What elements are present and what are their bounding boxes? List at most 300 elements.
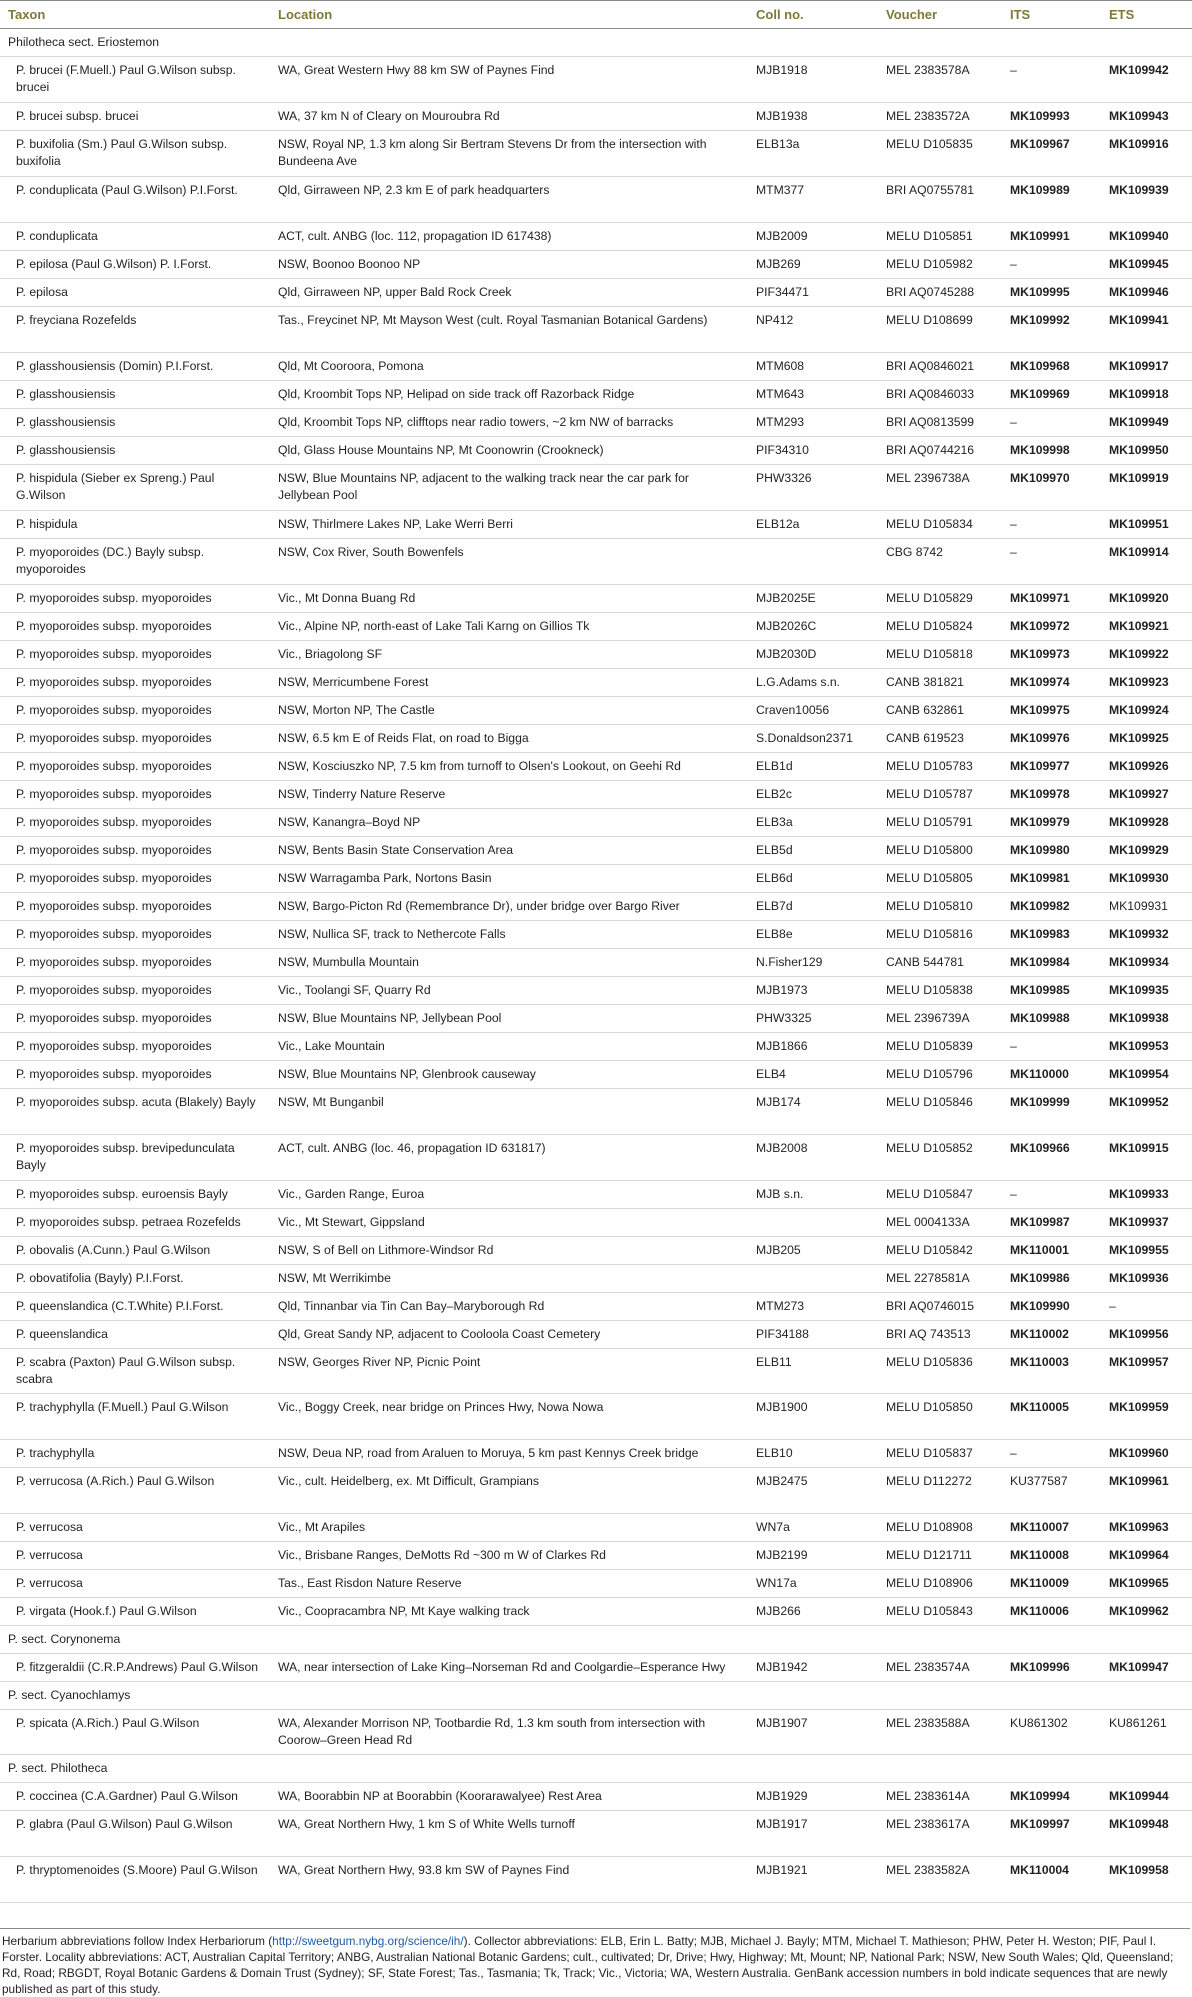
its-accession-cell: MK109969 (1002, 381, 1101, 409)
taxon-cell: P. conduplicata (0, 223, 270, 251)
taxon-cell: P. queenslandica (C.T.White) P.I.Forst. (0, 1293, 270, 1321)
table-row (0, 1061, 1192, 1089)
location-cell: Qld, Girraween NP, 2.3 km E of park headquarters (270, 177, 748, 223)
table-row (0, 725, 1192, 753)
taxon-cell: P. virgata (Hook.f.) Paul G.Wilson (0, 1598, 270, 1626)
location-cell: NSW, Blue Mountains NP, Jellybean Pool (270, 1005, 748, 1033)
taxon-cell: P. glasshousiensis (Domin) P.I.Forst. (0, 353, 270, 381)
location-cell: Vic., Briagolong SF (270, 641, 748, 669)
table-row (0, 669, 1192, 697)
taxon-cell: P. obovatifolia (Bayly) P.I.Forst. (0, 1265, 270, 1293)
location-cell: NSW, Bents Basin State Conservation Area (270, 837, 748, 865)
location-cell: Qld, Kroombit Tops NP, Helipad on side track off Razorback Ridge (270, 381, 748, 409)
header-its: ITS (1002, 1, 1101, 29)
its-accession-cell: MK109980 (1002, 837, 1101, 865)
ets-accession-cell: MK109932 (1101, 921, 1192, 949)
voucher-cell: MELU D105839 (878, 1033, 1002, 1061)
collection-number-cell: ELB7d (748, 893, 878, 921)
ets-accession-cell: MK109965 (1101, 1570, 1192, 1598)
its-accession-cell: MK110003 (1002, 1349, 1101, 1394)
location-cell: Vic., Toolangi SF, Quarry Rd (270, 977, 748, 1005)
ets-accession-cell: MK109945 (1101, 251, 1192, 279)
location-cell: Qld, Girraween NP, upper Bald Rock Creek (270, 279, 748, 307)
table-row (0, 437, 1192, 465)
taxon-cell: P. myoporoides subsp. brevipedunculata Bayly (0, 1135, 270, 1181)
its-accession-cell: MK109987 (1002, 1209, 1101, 1237)
location-cell: NSW, Thirlmere Lakes NP, Lake Werri Berri (270, 511, 748, 539)
collection-number-cell: MJB2030D (748, 641, 878, 669)
table-row (0, 223, 1192, 251)
collection-number-cell: L.G.Adams s.n. (748, 669, 878, 697)
table-row (0, 949, 1192, 977)
collection-number-cell (748, 1209, 878, 1237)
taxon-cell: P. myoporoides subsp. myoporoides (0, 977, 270, 1005)
taxon-cell: P. myoporoides subsp. petraea Rozefelds (0, 1209, 270, 1237)
voucher-cell: MEL 2278581A (878, 1265, 1002, 1293)
collection-number-cell: MJB269 (748, 251, 878, 279)
voucher-cell: CANB 619523 (878, 725, 1002, 753)
voucher-cell: CANB 632861 (878, 697, 1002, 725)
voucher-cell: MEL 2383574A (878, 1654, 1002, 1682)
location-cell: WA, 37 km N of Cleary on Mouroubra Rd (270, 103, 748, 131)
voucher-cell: CBG 8742 (878, 539, 1002, 585)
header-ets: ETS (1101, 1, 1192, 29)
location-cell: NSW, Merricumbene Forest (270, 669, 748, 697)
voucher-cell: MELU D105787 (878, 781, 1002, 809)
voucher-cell: MEL 2396738A (878, 465, 1002, 511)
table-row (0, 1394, 1192, 1440)
voucher-cell: MELU D105982 (878, 251, 1002, 279)
location-cell: Qld, Tinnanbar via Tin Can Bay–Maryborough Rd (270, 1293, 748, 1321)
voucher-cell: MELU D105800 (878, 837, 1002, 865)
section-title: Philotheca sect. Eriostemon (0, 29, 1192, 57)
table-row (0, 809, 1192, 837)
collection-number-cell: ELB10 (748, 1440, 878, 1468)
collection-number-cell: WN17a (748, 1570, 878, 1598)
taxon-cell: P. glasshousiensis (0, 381, 270, 409)
location-cell: NSW, Royal NP, 1.3 km along Sir Bertram Stevens Dr from the intersection with Bundeena Ave (270, 131, 748, 177)
voucher-cell: MELU D105834 (878, 511, 1002, 539)
voucher-cell: MELU D105829 (878, 585, 1002, 613)
collection-number-cell: MJB1866 (748, 1033, 878, 1061)
table-row (0, 977, 1192, 1005)
location-cell: NSW, Bargo-Picton Rd (Remembrance Dr), under bridge over Bargo River (270, 893, 748, 921)
its-accession-cell: MK110001 (1002, 1237, 1101, 1265)
collection-number-cell: MJB1900 (748, 1394, 878, 1440)
table-row (0, 131, 1192, 177)
its-accession-cell: MK109983 (1002, 921, 1101, 949)
taxon-cell: P. myoporoides subsp. myoporoides (0, 865, 270, 893)
taxon-cell: P. myoporoides (DC.) Bayly subsp. myoporoides (0, 539, 270, 585)
its-accession-cell: MK109974 (1002, 669, 1101, 697)
table-row (0, 1811, 1192, 1857)
voucher-cell: MEL 2383588A (878, 1710, 1002, 1755)
its-accession-cell: KU861302 (1002, 1710, 1101, 1755)
ets-accession-cell: MK109915 (1101, 1135, 1192, 1181)
table-row (0, 865, 1192, 893)
voucher-cell: MELU D105810 (878, 893, 1002, 921)
table-row (0, 585, 1192, 613)
table-row (0, 409, 1192, 437)
taxon-cell: P. glabra (Paul G.Wilson) Paul G.Wilson (0, 1811, 270, 1857)
voucher-cell: MELU D105816 (878, 921, 1002, 949)
collection-number-cell: MJB174 (748, 1089, 878, 1135)
its-accession-cell: MK109970 (1002, 465, 1101, 511)
location-cell: WA, Boorabbin NP at Boorabbin (Koorarawalyee) Rest Area (270, 1783, 748, 1811)
location-cell: NSW, S of Bell on Lithmore-Windsor Rd (270, 1237, 748, 1265)
ets-accession-cell: MK109962 (1101, 1598, 1192, 1626)
collection-number-cell: MJB2475 (748, 1468, 878, 1514)
table-row (0, 1265, 1192, 1293)
location-cell: ACT, cult. ANBG (loc. 112, propagation ID 617438) (270, 223, 748, 251)
its-accession-cell: MK109978 (1002, 781, 1101, 809)
voucher-cell: MELU D105852 (878, 1135, 1002, 1181)
table-row (0, 1209, 1192, 1237)
location-cell: NSW, Cox River, South Bowenfels (270, 539, 748, 585)
location-cell: Qld, Glass House Mountains NP, Mt Coonowrin (Crookneck) (270, 437, 748, 465)
section-row (0, 1755, 1192, 1783)
table-row (0, 893, 1192, 921)
collection-number-cell: MJB2009 (748, 223, 878, 251)
voucher-cell: MELU D108906 (878, 1570, 1002, 1598)
collection-number-cell: ELB2c (748, 781, 878, 809)
collection-number-cell: MJB1973 (748, 977, 878, 1005)
its-accession-cell: MK109977 (1002, 753, 1101, 781)
collection-number-cell: ELB13a (748, 131, 878, 177)
location-cell: WA, Great Northern Hwy, 1 km S of White Wells turnoff (270, 1811, 748, 1857)
voucher-cell: MELU D105837 (878, 1440, 1002, 1468)
its-accession-cell: MK109994 (1002, 1783, 1101, 1811)
location-cell: Vic., Lake Mountain (270, 1033, 748, 1061)
its-accession-cell: – (1002, 1440, 1101, 1468)
collection-number-cell: MJB1907 (748, 1710, 878, 1755)
table-row (0, 837, 1192, 865)
taxon-cell: P. myoporoides subsp. myoporoides (0, 1033, 270, 1061)
voucher-cell: MEL 0004133A (878, 1209, 1002, 1237)
voucher-cell: MELU D105846 (878, 1089, 1002, 1135)
collection-number-cell: ELB11 (748, 1349, 878, 1394)
ets-accession-cell: MK109929 (1101, 837, 1192, 865)
table-row (0, 511, 1192, 539)
ets-accession-cell: MK109961 (1101, 1468, 1192, 1514)
header-location: Location (270, 1, 748, 29)
location-cell: NSW, Georges River NP, Picnic Point (270, 1349, 748, 1394)
its-accession-cell: MK109990 (1002, 1293, 1101, 1321)
location-cell: NSW, Morton NP, The Castle (270, 697, 748, 725)
collection-number-cell: Craven10056 (748, 697, 878, 725)
collection-number-cell: MJB s.n. (748, 1181, 878, 1209)
location-cell: Vic., Mt Stewart, Gippsland (270, 1209, 748, 1237)
voucher-cell: MELU D105835 (878, 131, 1002, 177)
taxon-cell: P. myoporoides subsp. myoporoides (0, 781, 270, 809)
collection-number-cell: ELB8e (748, 921, 878, 949)
taxon-cell: P. hispidula (0, 511, 270, 539)
table-row (0, 539, 1192, 585)
voucher-cell: CANB 544781 (878, 949, 1002, 977)
its-accession-cell: MK109975 (1002, 697, 1101, 725)
ets-accession-cell: MK109957 (1101, 1349, 1192, 1394)
section-title: P. sect. Philotheca (0, 1755, 1192, 1783)
voucher-cell: BRI AQ 743513 (878, 1321, 1002, 1349)
ets-accession-cell: MK109956 (1101, 1321, 1192, 1349)
collection-number-cell: MTM293 (748, 409, 878, 437)
taxon-cell: P. myoporoides subsp. myoporoides (0, 893, 270, 921)
its-accession-cell: MK110000 (1002, 1061, 1101, 1089)
its-accession-cell: MK110009 (1002, 1570, 1101, 1598)
ets-accession-cell: MK109954 (1101, 1061, 1192, 1089)
location-cell: NSW, Blue Mountains NP, adjacent to the walking track near the car park for Jellybean Pool (270, 465, 748, 511)
taxon-cell: P. obovalis (A.Cunn.) Paul G.Wilson (0, 1237, 270, 1265)
collection-number-cell: MJB1938 (748, 103, 878, 131)
its-accession-cell: MK109986 (1002, 1265, 1101, 1293)
its-accession-cell: KU377587 (1002, 1468, 1101, 1514)
ets-accession-cell: MK109930 (1101, 865, 1192, 893)
table-row (0, 1181, 1192, 1209)
table-row (0, 1089, 1192, 1135)
its-accession-cell: MK109988 (1002, 1005, 1101, 1033)
taxon-cell: P. hispidula (Sieber ex Spreng.) Paul G.Wilson (0, 465, 270, 511)
collection-number-cell: ELB4 (748, 1061, 878, 1089)
section-row (0, 1626, 1192, 1654)
taxon-cell: P. myoporoides subsp. acuta (Blakely) Bayly (0, 1089, 270, 1135)
voucher-cell: BRI AQ0846021 (878, 353, 1002, 381)
location-cell: NSW, Mumbulla Mountain (270, 949, 748, 977)
location-cell: NSW, Nullica SF, track to Nethercote Falls (270, 921, 748, 949)
its-accession-cell: MK109976 (1002, 725, 1101, 753)
voucher-cell: MEL 2383582A (878, 1857, 1002, 1903)
collection-number-cell: PIF34188 (748, 1321, 878, 1349)
ets-accession-cell: MK109931 (1101, 893, 1192, 921)
ets-accession-cell: KU861261 (1101, 1710, 1192, 1755)
section-title: P. sect. Corynonema (0, 1626, 1192, 1654)
location-cell: Vic., cult. Heidelberg, ex. Mt Difficult, Grampians (270, 1468, 748, 1514)
ets-accession-cell: MK109949 (1101, 409, 1192, 437)
section-title: P. sect. Cyanochlamys (0, 1682, 1192, 1710)
voucher-cell: MELU D105805 (878, 865, 1002, 893)
collection-number-cell: PIF34310 (748, 437, 878, 465)
collection-number-cell (748, 539, 878, 585)
voucher-cell: BRI AQ0745288 (878, 279, 1002, 307)
voucher-cell: MELU D105842 (878, 1237, 1002, 1265)
table-row (0, 1349, 1192, 1394)
ets-accession-cell: MK109938 (1101, 1005, 1192, 1033)
its-accession-cell: MK109981 (1002, 865, 1101, 893)
taxon-cell: P. epilosa (Paul G.Wilson) P. I.Forst. (0, 251, 270, 279)
table-row (0, 381, 1192, 409)
its-accession-cell: – (1002, 511, 1101, 539)
taxon-cell: P. verrucosa (0, 1514, 270, 1542)
its-accession-cell: MK109992 (1002, 307, 1101, 353)
ets-accession-cell: MK109917 (1101, 353, 1192, 381)
table-row (0, 353, 1192, 381)
location-cell: WA, Great Northern Hwy, 93.8 km SW of Paynes Find (270, 1857, 748, 1903)
table-row (0, 1654, 1192, 1682)
collection-number-cell: ELB6d (748, 865, 878, 893)
table-footnote (0, 1928, 1190, 1997)
its-accession-cell: – (1002, 1181, 1101, 1209)
ets-accession-cell: MK109935 (1101, 977, 1192, 1005)
taxon-cell: P. epilosa (0, 279, 270, 307)
location-cell: Qld, Mt Cooroora, Pomona (270, 353, 748, 381)
voucher-cell: MELU D105791 (878, 809, 1002, 837)
voucher-cell: MELU D105843 (878, 1598, 1002, 1626)
its-accession-cell: MK109967 (1002, 131, 1101, 177)
location-cell: NSW Warragamba Park, Nortons Basin (270, 865, 748, 893)
its-accession-cell: – (1002, 251, 1101, 279)
voucher-cell: MELU D105824 (878, 613, 1002, 641)
voucher-cell: MELU D105851 (878, 223, 1002, 251)
taxon-cell: P. verrucosa (0, 1570, 270, 1598)
header-coll-no: Coll no. (748, 1, 878, 29)
voucher-cell: MELU D108699 (878, 307, 1002, 353)
table-row (0, 1005, 1192, 1033)
taxon-cell: P. myoporoides subsp. myoporoides (0, 669, 270, 697)
collection-number-cell: MJB1917 (748, 1811, 878, 1857)
its-accession-cell: MK109993 (1002, 103, 1101, 131)
its-accession-cell: MK109996 (1002, 1654, 1101, 1682)
index-herbariorum-link[interactable]: http://sweetgum.nybg.org/science/ih/ (272, 1934, 464, 1948)
collection-number-cell: S.Donaldson2371 (748, 725, 878, 753)
collection-number-cell: ELB3a (748, 809, 878, 837)
collection-number-cell: NP412 (748, 307, 878, 353)
table-row (0, 1135, 1192, 1181)
taxon-cell: P. myoporoides subsp. myoporoides (0, 921, 270, 949)
taxon-cell: P. myoporoides subsp. myoporoides (0, 1005, 270, 1033)
its-accession-cell: – (1002, 1033, 1101, 1061)
ets-accession-cell: MK109940 (1101, 223, 1192, 251)
ets-accession-cell: MK109955 (1101, 1237, 1192, 1265)
ets-accession-cell: MK109960 (1101, 1440, 1192, 1468)
taxon-cell: P. brucei subsp. brucei (0, 103, 270, 131)
ets-accession-cell: MK109959 (1101, 1394, 1192, 1440)
table-row (0, 251, 1192, 279)
taxon-cell: P. fitzgeraldii (C.R.P.Andrews) Paul G.Wilson (0, 1654, 270, 1682)
collection-number-cell: ELB1d (748, 753, 878, 781)
taxon-cell: P. freyciana Rozefelds (0, 307, 270, 353)
collection-number-cell: PHW3326 (748, 465, 878, 511)
taxon-cell: P. trachyphylla (F.Muell.) Paul G.Wilson (0, 1394, 270, 1440)
table-row (0, 613, 1192, 641)
collection-number-cell: MJB1918 (748, 57, 878, 103)
taxon-cell: P. myoporoides subsp. myoporoides (0, 585, 270, 613)
its-accession-cell: MK110004 (1002, 1857, 1101, 1903)
its-accession-cell: MK109973 (1002, 641, 1101, 669)
its-accession-cell: MK109998 (1002, 437, 1101, 465)
location-cell: Vic., Mt Arapiles (270, 1514, 748, 1542)
location-cell: Vic., Brisbane Ranges, DeMotts Rd ~300 m W of Clarkes Rd (270, 1542, 748, 1570)
voucher-cell: MEL 2383617A (878, 1811, 1002, 1857)
table-row (0, 177, 1192, 223)
ets-accession-cell: MK109963 (1101, 1514, 1192, 1542)
ets-accession-cell: MK109946 (1101, 279, 1192, 307)
ets-accession-cell: MK109953 (1101, 1033, 1192, 1061)
voucher-cell: MELU D105850 (878, 1394, 1002, 1440)
taxon-cell: P. myoporoides subsp. euroensis Bayly (0, 1181, 270, 1209)
location-cell: Vic., Coopracambra NP, Mt Kaye walking track (270, 1598, 748, 1626)
voucher-cell: MEL 2383614A (878, 1783, 1002, 1811)
taxon-cell: P. queenslandica (0, 1321, 270, 1349)
ets-accession-cell: – (1101, 1293, 1192, 1321)
location-cell: Vic., Mt Donna Buang Rd (270, 585, 748, 613)
its-accession-cell: MK110008 (1002, 1542, 1101, 1570)
footnote-text-start: Herbarium abbreviations follow Index Herbariorum ( (2, 1934, 273, 1948)
its-accession-cell: MK109997 (1002, 1811, 1101, 1857)
collection-number-cell: MJB1921 (748, 1857, 878, 1903)
taxon-cell: P. conduplicata (Paul G.Wilson) P.I.Forst. (0, 177, 270, 223)
taxon-cell: P. myoporoides subsp. myoporoides (0, 949, 270, 977)
voucher-cell: MELU D105838 (878, 977, 1002, 1005)
location-cell: NSW, Deua NP, road from Araluen to Moruya, 5 km past Kennys Creek bridge (270, 1440, 748, 1468)
collection-number-cell: MTM273 (748, 1293, 878, 1321)
voucher-cell: MEL 2383578A (878, 57, 1002, 103)
location-cell: WA, near intersection of Lake King–Norseman Rd and Coolgardie–Esperance Hwy (270, 1654, 748, 1682)
location-cell: WA, Alexander Morrison NP, Tootbardie Rd, 1.3 km south from intersection with Coorow–Green Head Rd (270, 1710, 748, 1755)
table-row (0, 753, 1192, 781)
location-cell: NSW, Boonoo Boonoo NP (270, 251, 748, 279)
collection-number-cell: MJB1942 (748, 1654, 878, 1682)
location-cell: NSW, Kanangra–Boyd NP (270, 809, 748, 837)
taxon-cell: P. scabra (Paxton) Paul G.Wilson subsp. scabra (0, 1349, 270, 1394)
ets-accession-cell: MK109943 (1101, 103, 1192, 131)
table-row (0, 921, 1192, 949)
ets-accession-cell: MK109948 (1101, 1811, 1192, 1857)
location-cell: Vic., Boggy Creek, near bridge on Princes Hwy, Nowa Nowa (270, 1394, 748, 1440)
location-cell: ACT, cult. ANBG (loc. 46, propagation ID 631817) (270, 1135, 748, 1181)
location-cell: NSW, Kosciuszko NP, 7.5 km from turnoff to Olsen's Lookout, on Geehi Rd (270, 753, 748, 781)
taxon-cell: P. buxifolia (Sm.) Paul G.Wilson subsp. buxifolia (0, 131, 270, 177)
taxon-cell: P. myoporoides subsp. myoporoides (0, 641, 270, 669)
its-accession-cell: MK110007 (1002, 1514, 1101, 1542)
voucher-cell: MELU D105836 (878, 1349, 1002, 1394)
footnote-text-end: ). Collector abbreviations: ELB, Erin L. Batty; MJB, Michael J. Bayly; MTM, Michael T. Mathieson; PHW, Peter H. Weston; PIF, Paul I. Forster. Locality abbreviations: ACT, Australian Capital Territory; ANBG, Australian National Botanic Gardens; cult., cultivated; Dr, Drive; Hwy, Highway; Mt, Mount; NP, National Park; NSW, New South Wales; Qld, Queensland; Rd, Road; RBGDT, Royal Botanic Gardens & Domain Trust (Sydney); SF, State Forest; Tas., Tasmania; Tk, Track; Vic., Victoria; WA, Western Australia. GenBank accession numbers in bold indicate sequences that are newly published as part of this study. (2, 1934, 1174, 1996)
table-row (0, 57, 1192, 103)
collection-number-cell: MJB2025E (748, 585, 878, 613)
voucher-cell: MELU D105818 (878, 641, 1002, 669)
table-row (0, 1570, 1192, 1598)
header-taxon: Taxon (0, 1, 270, 29)
its-accession-cell: MK109989 (1002, 177, 1101, 223)
taxon-cell: P. glasshousiensis (0, 437, 270, 465)
table-row (0, 1710, 1192, 1755)
ets-accession-cell: MK109919 (1101, 465, 1192, 511)
table-row (0, 279, 1192, 307)
its-accession-cell: MK109982 (1002, 893, 1101, 921)
ets-accession-cell: MK109920 (1101, 585, 1192, 613)
collection-number-cell: MJB1929 (748, 1783, 878, 1811)
its-accession-cell: MK110002 (1002, 1321, 1101, 1349)
collection-number-cell: MJB2008 (748, 1135, 878, 1181)
ets-accession-cell: MK109927 (1101, 781, 1192, 809)
table-row (0, 307, 1192, 353)
taxon-cell: P. verrucosa (A.Rich.) Paul G.Wilson (0, 1468, 270, 1514)
table-row (0, 641, 1192, 669)
voucher-cell: MEL 2383572A (878, 103, 1002, 131)
ets-accession-cell: MK109933 (1101, 1181, 1192, 1209)
location-cell: NSW, Mt Werrikimbe (270, 1265, 748, 1293)
voucher-cell: BRI AQ0846033 (878, 381, 1002, 409)
its-accession-cell: MK109999 (1002, 1089, 1101, 1135)
table-row (0, 1783, 1192, 1811)
collection-number-cell: MTM643 (748, 381, 878, 409)
location-cell: Vic., Garden Range, Euroa (270, 1181, 748, 1209)
table-row (0, 465, 1192, 511)
location-cell: Qld, Great Sandy NP, adjacent to Cooloola Coast Cemetery (270, 1321, 748, 1349)
location-cell: NSW, Blue Mountains NP, Glenbrook causeway (270, 1061, 748, 1089)
its-accession-cell: – (1002, 57, 1101, 103)
taxon-cell: P. myoporoides subsp. myoporoides (0, 725, 270, 753)
taxon-cell: P. trachyphylla (0, 1440, 270, 1468)
its-accession-cell: MK109979 (1002, 809, 1101, 837)
